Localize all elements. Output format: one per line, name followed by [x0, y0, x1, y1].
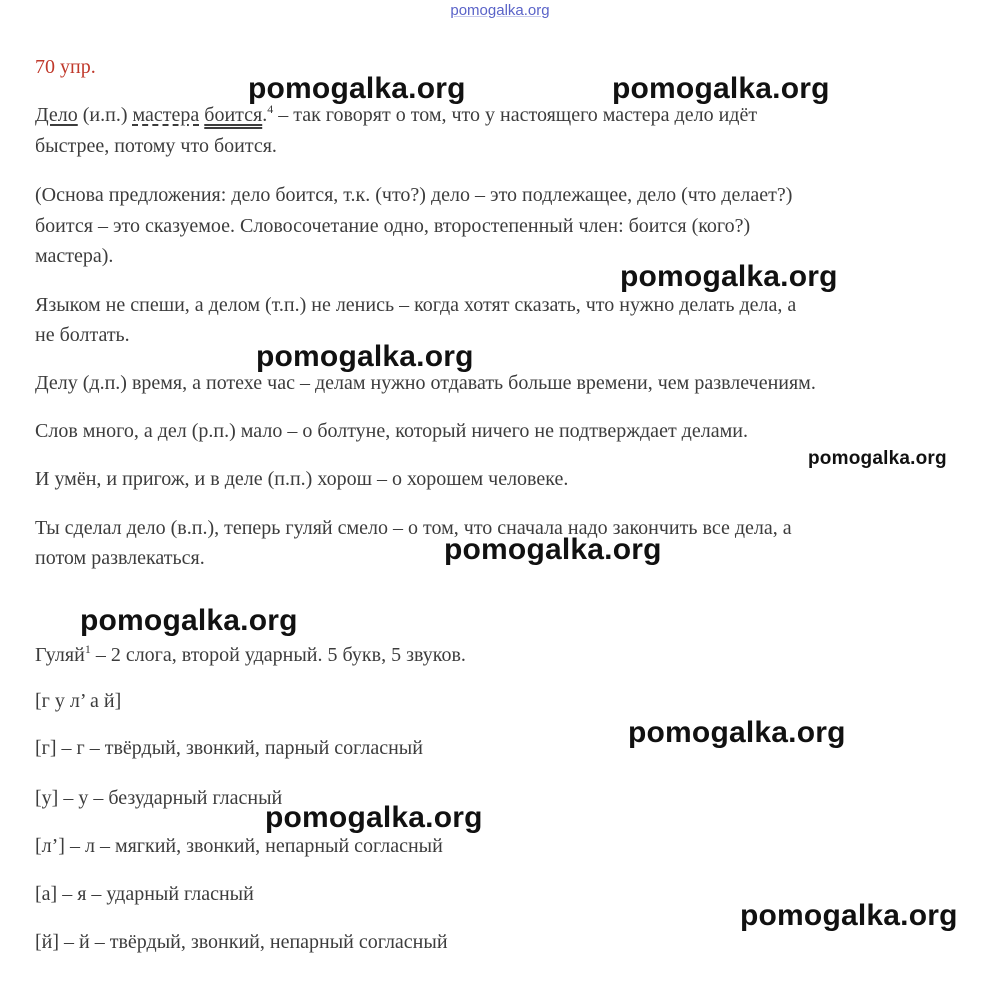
saying-1-line-1: Языком не спеши, а делом (т.п.) не ленись – когда хотят сказать, что нужно делать дела, а	[35, 294, 797, 316]
watermark: pomogalka.org	[620, 260, 838, 293]
proverb-line-1: Дело (и.п.) мастера боится.$^4$ – так говорят о том, что у настоящего мастера дело идёт	[35, 102, 758, 126]
saying-3: Слов много, а дел (р.п.) мало – о болтуне, который ничего не подтверждает делами.	[35, 420, 748, 442]
transcription: [г у л’ а й]	[35, 690, 122, 712]
watermark: pomogalka.org	[740, 899, 958, 932]
sound-row: [у] – у – безударный гласный	[35, 787, 283, 809]
analysis-line-3: мастера).	[35, 245, 114, 267]
exercise-number: 70 упр.	[35, 56, 96, 78]
saying-5-line-1: Ты сделал дело (в.п.), теперь гуляй смело – о том, что сначала надо закончить все дела, а	[35, 517, 792, 539]
watermark: pomogalka.org	[444, 533, 662, 566]
sound-row: [а] – я – ударный гласный	[35, 883, 254, 905]
sound-row: [й] – й – твёрдый, звонкий, непарный согласный	[35, 931, 448, 953]
predicate-word: боится	[204, 104, 263, 126]
subject-word: Дело	[35, 104, 78, 126]
watermark: pomogalka.org	[80, 604, 298, 637]
proverb-explanation: – так говорят о том, что у настоящего мастера дело идёт	[273, 104, 758, 126]
analyzed-word: Гуляй	[35, 644, 85, 666]
site-link[interactable]: pomogalka.org	[450, 2, 550, 19]
footnote-sup: 4	[267, 102, 274, 116]
saying-2: Делу (д.п.) время, а потехе час – делам нужно отдавать больше времени, чем развлечениям.	[35, 372, 816, 394]
watermark: pomogalka.org	[256, 340, 474, 373]
sound-row: [л’] – л – мягкий, звонкий, непарный согласный	[35, 835, 443, 857]
watermark: pomogalka.org	[612, 72, 830, 105]
watermark: pomogalka.org	[265, 801, 483, 834]
attribute-word: мастера	[132, 104, 200, 126]
watermark: pomogalka.org	[808, 448, 947, 469]
saying-4: И умён, и пригож, и в деле (п.п.) хорош – о хорошем человеке.	[35, 468, 569, 490]
analysis-line-1: (Основа предложения: дело боится, т.к. (что?) дело – это подлежащее, дело (что делает?)	[35, 184, 793, 206]
watermark: pomogalka.org	[628, 716, 846, 749]
sound-row: [г] – г – твёрдый, звонкий, парный согласный	[35, 737, 423, 759]
analyzed-word-sup: 1	[84, 642, 91, 656]
case-label: (и.п.)	[77, 104, 133, 126]
saying-1-line-2: не болтать.	[35, 324, 130, 346]
proverb-line-2: быстрее, потому что боится.	[35, 135, 277, 157]
phonetic-summary	[35, 643, 466, 669]
word-summary: – 2 слога, второй ударный. 5 букв, 5 звуков.	[90, 644, 466, 666]
watermark: pomogalka.org	[248, 72, 466, 105]
analysis-line-2: боится – это сказуемое. Словосочетание одно, второстепенный член: боится (кого?)	[35, 215, 751, 237]
saying-5-line-2: потом развлекаться.	[35, 547, 205, 569]
